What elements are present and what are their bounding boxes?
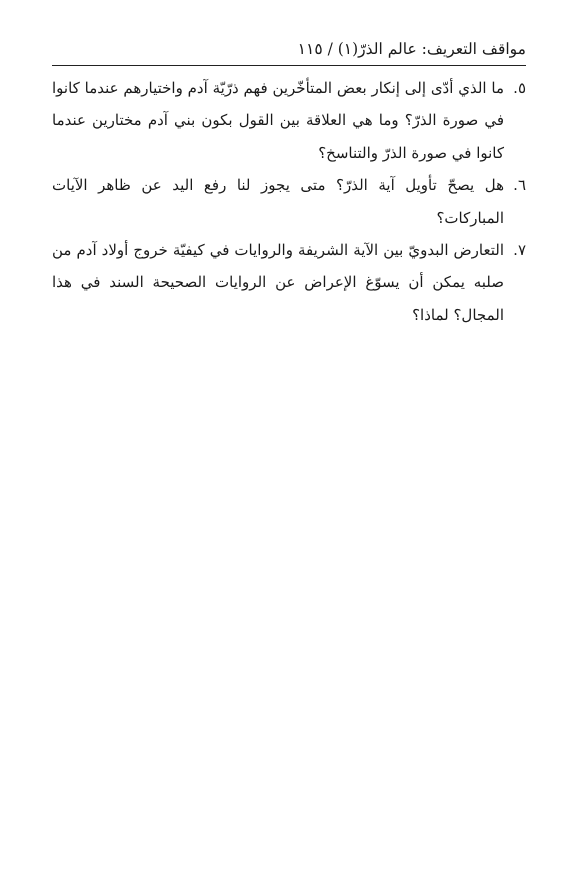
question-text: هل يصحّ تأويل آية الذرّ؟ متى يجوز لنا رفع اليد عن ظاهر الآيات المباركات؟ [52,176,504,227]
question-list [52,72,526,331]
question-number: ٧. [513,241,526,260]
page [52,36,526,331]
question-text: ما الذي أدّى إلى إنكار بعض المتأخّرين فهم ذرّيّة آدم واختيارهم عندما كانوا في صورة الذرّ؟ وما هي العلاقة بين القول بكون بني آدم مختارين عندما كانوا في صورة الذرّ والتناسخ؟ [52,79,504,162]
question-item-6 [52,169,526,234]
question-number: ٦. [513,176,526,195]
running-header: مواقف التعريف: عالم الذرّ(١) / ١١٥ [297,40,526,58]
question-item-7 [52,234,526,331]
question-text: التعارض البدويّ بين الآية الشريفة والروايات في كيفيّة خروج أولاد آدم من صلبه يمكن أن يسوّغ الإعراض عن الروايات الصحيحة السند في هذا المجال؟ لماذا؟ [52,241,504,324]
header-rule [52,65,526,66]
question-number: ٥. [513,79,526,97]
question-item-5 [52,72,526,169]
